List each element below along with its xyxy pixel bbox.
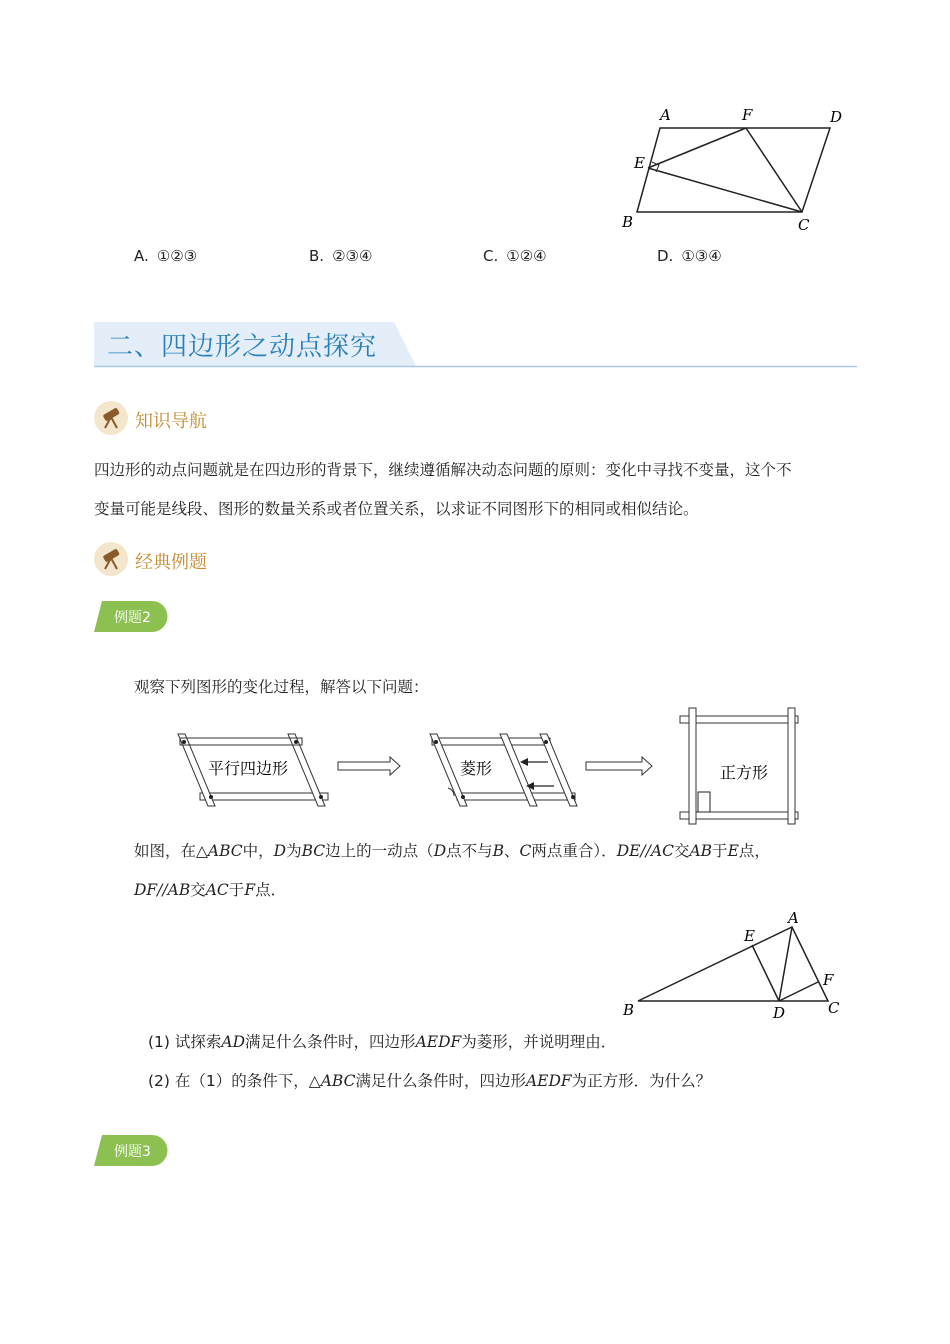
shape-label-rhombus: 菱形 xyxy=(460,761,493,778)
choice-d[interactable] xyxy=(657,247,722,265)
shape-label-square: 正方形 xyxy=(720,765,769,782)
shape-label-parallelogram: 平行四边形 xyxy=(208,761,289,778)
example-2-statement-1: 如图，在△ABC中，D为BC边上的一动点（D点不与B、C两点重合）．DE//AC交AB于E点， xyxy=(134,842,770,860)
choice-a-label: A. xyxy=(134,247,149,265)
label-e: E xyxy=(634,154,645,172)
choice-d-text: ①③④ xyxy=(681,247,722,265)
examples-heading-text: 经典例题 xyxy=(135,552,207,573)
section-title: 二、四边形之动点探究 xyxy=(107,332,378,362)
choice-c-label: C. xyxy=(483,247,499,265)
choice-a-text: ①②③ xyxy=(156,247,198,265)
figure-triangle-abc xyxy=(620,905,850,1025)
choice-d-label: D. xyxy=(657,247,674,265)
knowledge-line-2: 变量可能是线段、图形的数量关系或者位置关系，以求证不同图形下的相同或相似结论。 xyxy=(94,500,699,518)
example-3-tag xyxy=(94,1135,168,1166)
example-3-tag-text: 例题3 xyxy=(114,1144,151,1160)
knowledge-heading xyxy=(94,401,294,435)
label-b: B xyxy=(623,1001,635,1019)
example-2-tag-text: 例题2 xyxy=(114,610,151,626)
example-2-question-1: (1) 试探索AD满足什么条件时，四边形AEDF为菱形，并说明理由． xyxy=(148,1033,617,1051)
label-a: A xyxy=(660,106,671,124)
label-b: B xyxy=(622,213,634,231)
label-c: C xyxy=(798,216,810,234)
choice-b-text: ②③④ xyxy=(332,247,373,265)
label-d: D xyxy=(773,1004,786,1022)
choice-a[interactable] xyxy=(134,247,197,265)
knowledge-heading-text: 知识导航 xyxy=(135,411,207,432)
label-d: D xyxy=(830,108,843,126)
example-2-intro: 观察下列图形的变化过程，解答以下问题： xyxy=(134,678,429,696)
example-2-statement-2: DF//AB交AC于F点． xyxy=(134,881,287,899)
label-c: C xyxy=(828,999,840,1017)
telescope-icon xyxy=(94,542,128,576)
choice-b-label: B. xyxy=(309,247,325,265)
figure-parallelogram-abcd xyxy=(610,100,850,240)
example-2-tag xyxy=(94,601,168,632)
telescope-icon xyxy=(94,401,128,435)
examples-heading xyxy=(94,542,294,576)
choice-c-text: ①②④ xyxy=(506,247,547,265)
label-f: F xyxy=(823,971,834,989)
choice-c[interactable] xyxy=(483,247,547,265)
example-2-question-2: (2) 在（1）的条件下，△ABC满足什么条件时，四边形AEDF为正方形．为什么？ xyxy=(148,1072,712,1090)
choice-b[interactable] xyxy=(309,247,372,265)
knowledge-line-1: 四边形的动点问题就是在四边形的背景下，继续遵循解决动态问题的原则：变化中寻找不变量，这个不 xyxy=(94,461,792,479)
figure-shape-transformation xyxy=(170,700,810,830)
label-e: E xyxy=(744,927,755,945)
label-a: A xyxy=(788,909,799,927)
label-f: F xyxy=(742,106,753,124)
